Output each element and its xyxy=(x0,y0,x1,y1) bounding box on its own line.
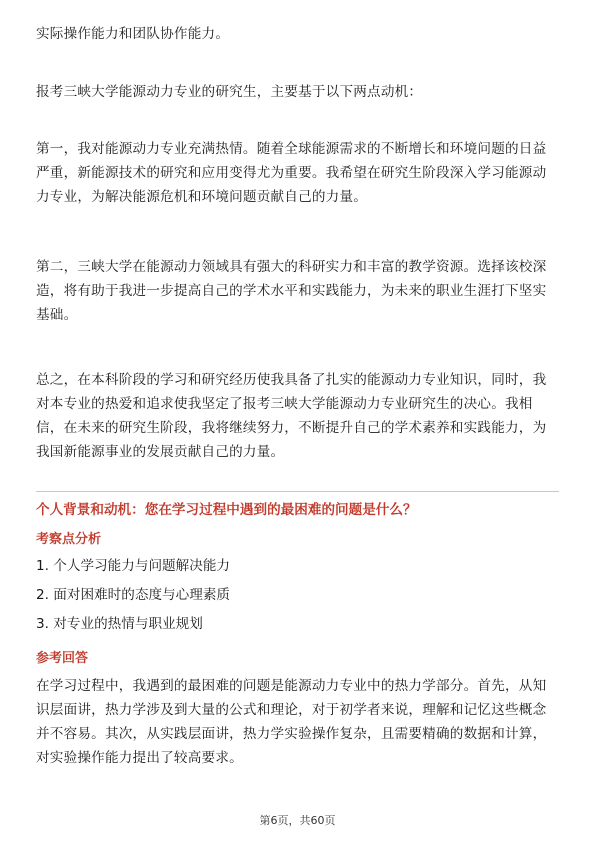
section-divider xyxy=(36,491,559,492)
analysis-heading: 考察点分析 xyxy=(36,532,102,547)
motive-intro: 报考三峡大学能源动力专业的研究生，主要基于以下两点动机： xyxy=(36,84,423,100)
analysis-point: 3. 对专业的热情与职业规划 xyxy=(36,616,203,632)
answer-paragraph: 在学习过程中，我遇到的最困难的问题是能源动力专业中的热力学部分。首先，从知识层面讲，热力学涉及到大量的公式和理论，对于初学者来说，理解和记忆这些概念并不容易。其次，从实践层面讲，热力学实验操作复杂，且需要精确的数据和计算，对实验操作能力提出了较高要求。 xyxy=(36,678,547,766)
answer-heading: 参考回答 xyxy=(36,651,89,666)
question-title: 个人背景和动机：您在学习过程中遇到的最困难的问题是什么？ xyxy=(36,502,417,518)
summary-paragraph: 总之，在本科阶段的学习和研究经历使我具备了扎实的能源动力专业知识，同时，我对本专业的热爱和追求使我坚定了报考三峡大学能源动力专业研究生的决心。我相信，在未来的研究生阶段，我将继续努力，不断提升自己的学术素养和实践能力，为我国新能源事业的发展贡献自己的力量。 xyxy=(36,372,547,460)
second-motive-paragraph: 第二，三峡大学在能源动力领域具有强大的科研实力和丰富的教学资源。选择该校深造，将有助于我进一步提高自己的学术水平和实践能力，为未来的职业生涯打下坚实基础。 xyxy=(36,259,547,323)
first-motive-paragraph: 第一，我对能源动力专业充满热情。随着全球能源需求的不断增长和环境问题的日益严重，新能源技术的研究和应用变得尤为重要。我希望在研究生阶段深入学习能源动力专业，为解决能源危机和环境问题贡献自己的力量。 xyxy=(36,141,547,205)
intro-line: 实际操作能力和团队协作能力。 xyxy=(36,26,230,42)
analysis-point: 1. 个人学习能力与问题解决能力 xyxy=(36,558,231,574)
page-number: 第6页，共60页 xyxy=(259,814,336,827)
analysis-point: 2. 面对困难时的态度与心理素质 xyxy=(36,587,231,603)
